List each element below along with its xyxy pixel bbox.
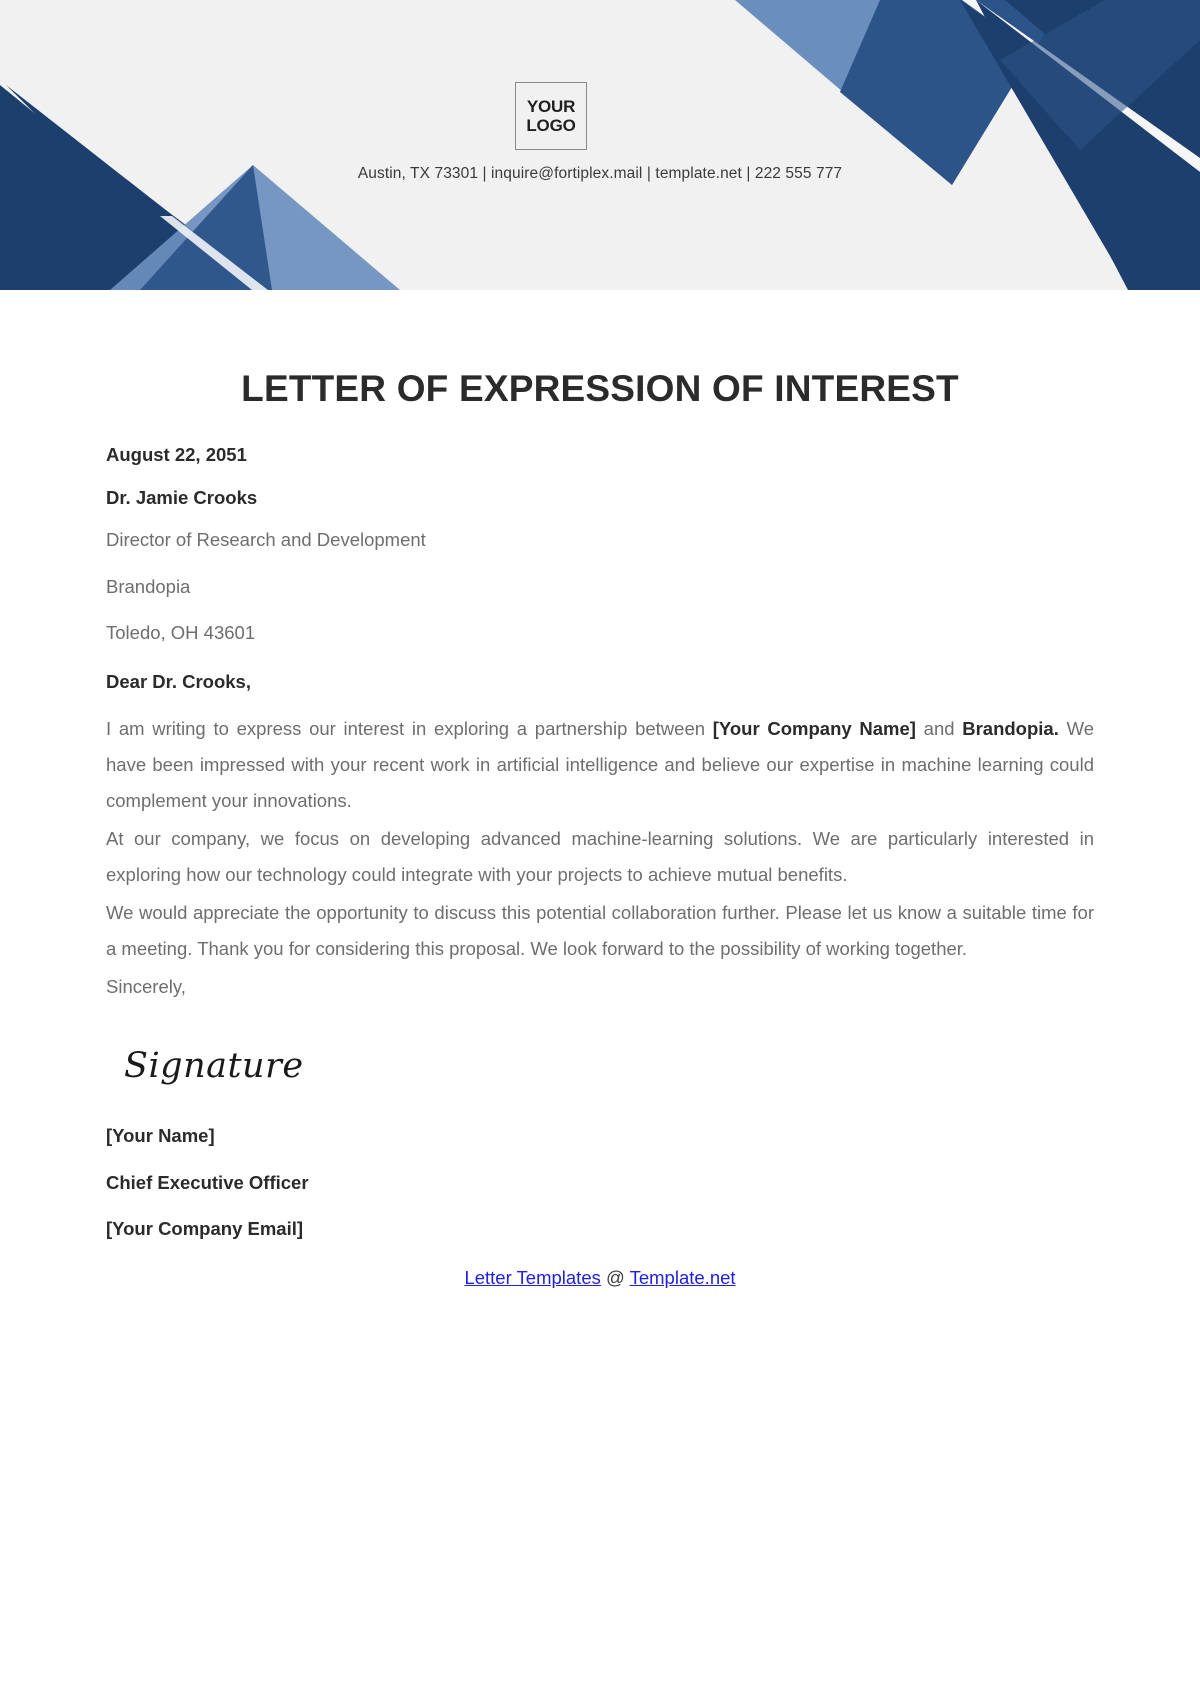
recipient-address: Toledo, OH 43601 [106,622,256,643]
footer-link-letter-templates[interactable]: Letter Templates [464,1266,601,1288]
sender-email: [Your Company Email] [106,1218,304,1239]
sender-title: Chief Executive Officer [106,1171,309,1193]
company-logo-placeholder[interactable] [515,82,587,150]
body-paragraph-1 [106,711,1094,819]
closing-line: Sincerely, [106,975,186,997]
salutation: Dear Dr. Crooks, [106,670,251,692]
letter-date: August 22, 2051 [106,444,247,465]
header-geometric-artwork [0,0,1200,290]
footer-link-template-net[interactable]: Template.net [629,1266,736,1288]
body-paragraph-3: We would appreciate the opportunity to discuss this potential collaboration further. Please let us know a suitable time for a meeting. Thank you for considering this proposal. We look forward to the possibility of working together. [106,901,1094,959]
paragraph-1-part-2: and [915,717,963,739]
page-title: LETTER OF EXPRESSION OF INTEREST [241,368,959,409]
paragraph-1-bold-company: [Your Company Name] [712,717,916,739]
logo-line-1: YOUR [526,96,576,116]
paragraph-1-bold-brandopia: Brandopia. [962,717,1059,739]
contact-info-line: Austin, TX 73301 | inquire@fortiplex.mail | template.net | 222 555 777 [357,165,843,182]
body-paragraph-2: At our company, we focus on developing advanced machine-learning solutions. We are particularly interested in exploring how our technology could integrate with your projects to achieve mutual benefits. [106,827,1094,885]
recipient-name: Dr. Jamie Crooks [106,486,258,508]
paragraph-1-part-1: I am writing to express our interest in exploring a partnership between [106,717,713,739]
footer-credit [106,1267,1094,1289]
header-banner [0,0,1200,290]
document-body [0,290,1200,1289]
paragraph-1-part-3: We have been impressed with your recent work in artificial intelligence and believe our expertise in machine learning could complement your innovations. [106,717,1094,811]
recipient-position: Director of Research and Development [106,529,426,550]
sender-name: [Your Name] [106,1125,215,1146]
footer-separator: @ [600,1266,630,1288]
sender-block [106,1127,1094,1239]
content-container [100,290,1100,1289]
signature-image: Signature [124,1046,304,1086]
recipient-company: Brandopia [106,575,191,597]
letter-meta-block [106,446,1094,643]
logo-line-2: LOGO [526,116,576,135]
